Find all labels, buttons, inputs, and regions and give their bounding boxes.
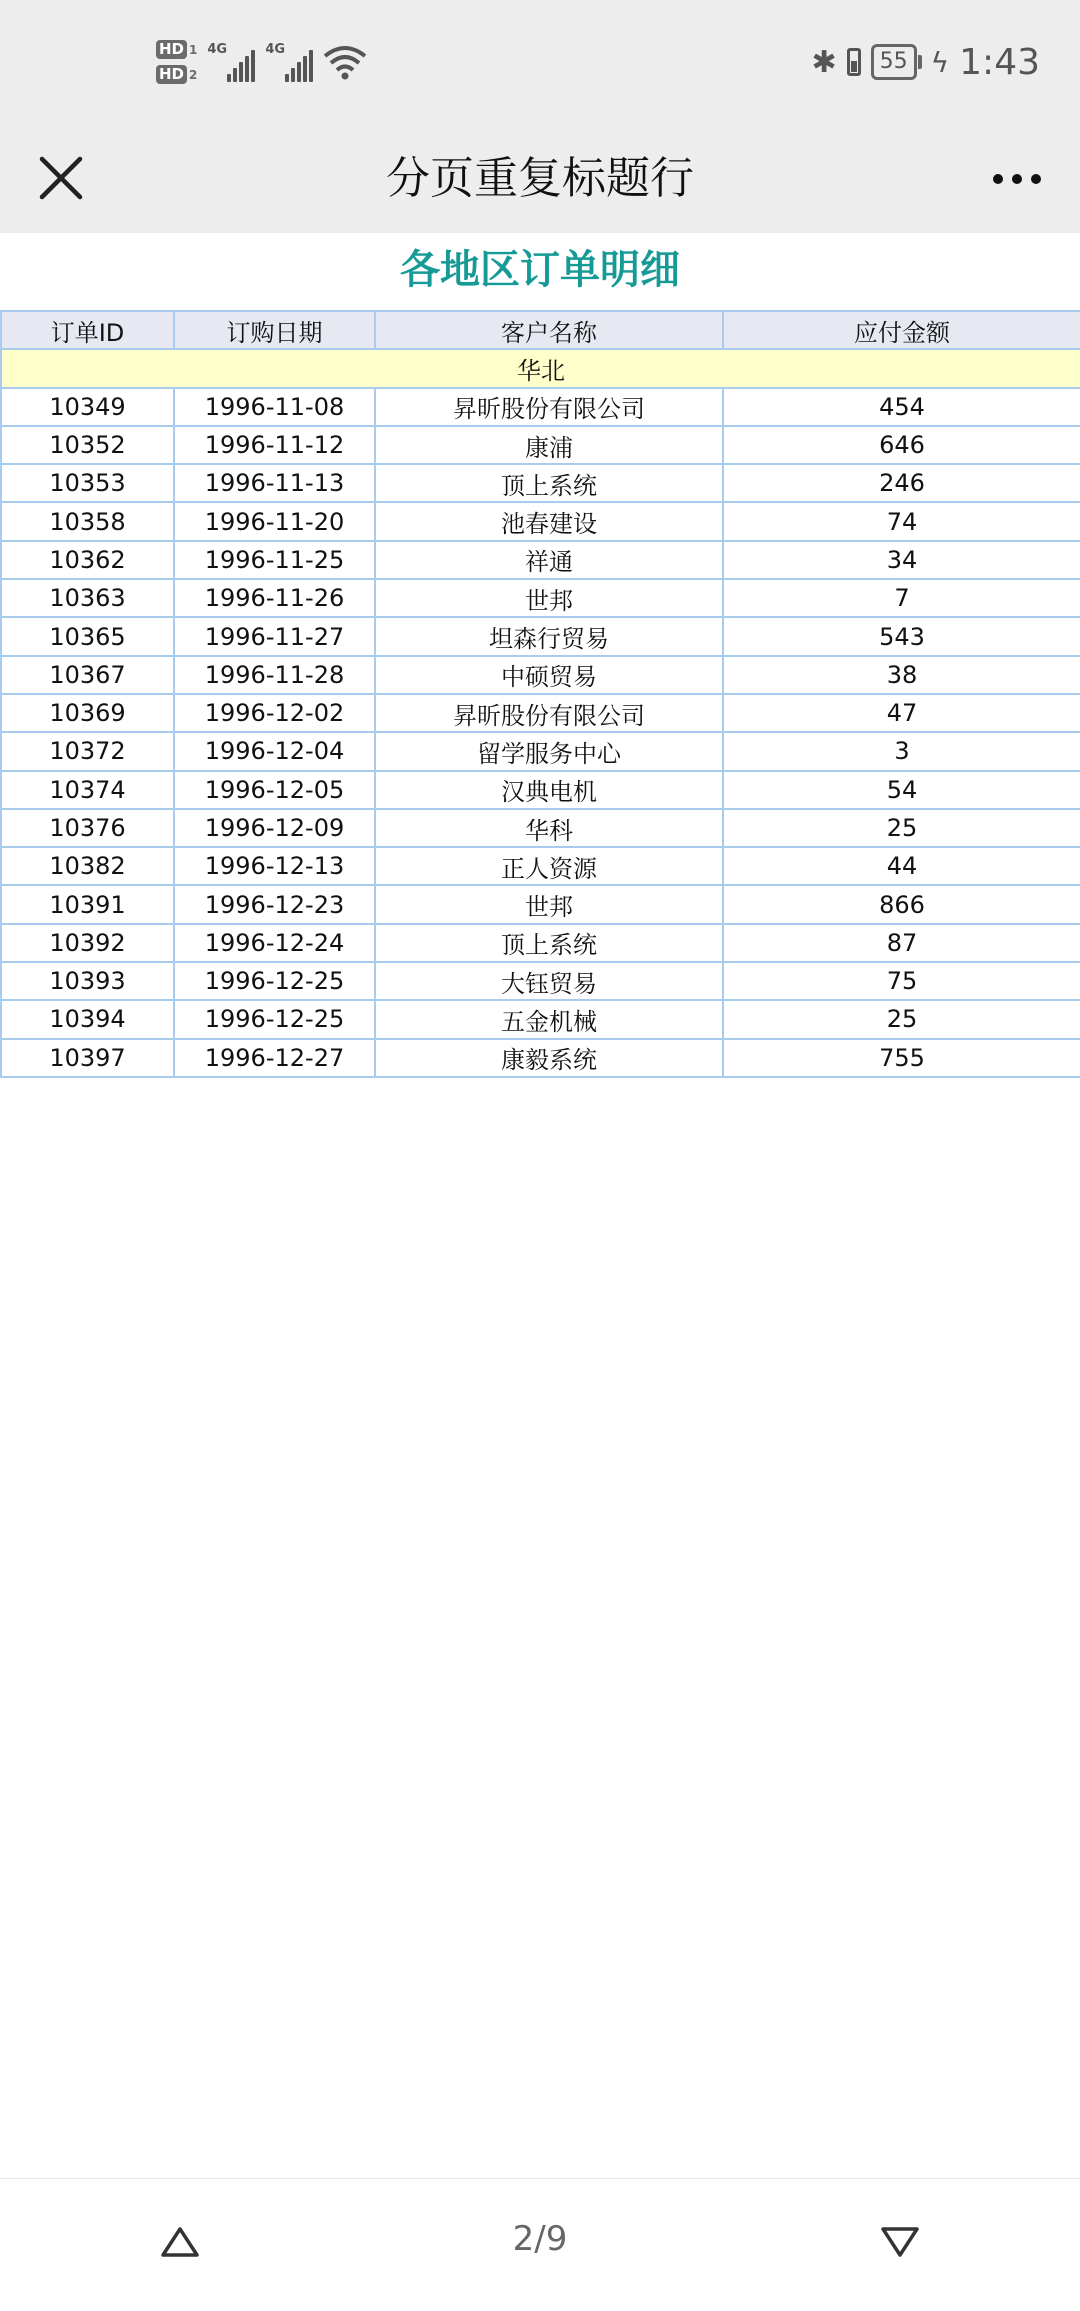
sim-indicators [156, 40, 197, 84]
cell-order-date: 1996-12-05 [174, 771, 375, 809]
cell-customer: 康浦 [375, 426, 723, 464]
cell-customer: 正人资源 [375, 847, 723, 885]
table-row [1, 771, 1080, 809]
status-right [812, 38, 1040, 86]
table-row [1, 388, 1080, 426]
cell-order-date: 1996-12-02 [174, 694, 375, 732]
close-button[interactable] [28, 145, 94, 211]
cell-order-id: 10358 [1, 502, 174, 540]
cell-order-id: 10397 [1, 1039, 174, 1077]
table-row [1, 656, 1080, 694]
more-icon-dot [1012, 174, 1022, 184]
header-row [1, 311, 1080, 349]
cell-customer: 五金机械 [375, 1000, 723, 1038]
accessory-battery-icon [847, 48, 861, 76]
cell-customer: 世邦 [375, 579, 723, 617]
sim1-number: 1 [189, 42, 198, 57]
table-row [1, 885, 1080, 923]
cell-order-id: 10382 [1, 847, 174, 885]
cell-amount: 25 [723, 809, 1080, 847]
cell-order-date: 1996-11-12 [174, 426, 375, 464]
cell-customer: 世邦 [375, 885, 723, 923]
cell-order-id: 10349 [1, 388, 174, 426]
cell-customer: 华科 [375, 809, 723, 847]
cell-amount: 454 [723, 388, 1080, 426]
cell-order-id: 10394 [1, 1000, 174, 1038]
cell-amount: 543 [723, 617, 1080, 655]
table-row [1, 1000, 1080, 1038]
cell-amount: 74 [723, 502, 1080, 540]
column-header-order-id: 订单ID [1, 311, 174, 349]
cell-order-date: 1996-11-25 [174, 541, 375, 579]
cell-order-date: 1996-11-28 [174, 656, 375, 694]
column-header-customer: 客户名称 [375, 311, 723, 349]
table-row [1, 962, 1080, 1000]
column-header-amount: 应付金额 [723, 311, 1080, 349]
cell-order-id: 10367 [1, 656, 174, 694]
cell-amount: 54 [723, 771, 1080, 809]
cell-customer: 留学服务中心 [375, 732, 723, 770]
cell-amount: 866 [723, 885, 1080, 923]
cell-order-date: 1996-11-08 [174, 388, 375, 426]
table-header [1, 311, 1080, 349]
more-icon-dot [993, 174, 1003, 184]
cell-order-id: 10376 [1, 809, 174, 847]
signal-strength-icon-2 [265, 42, 313, 82]
nav-bar [0, 125, 1080, 233]
table-row [1, 579, 1080, 617]
cell-amount: 3 [723, 732, 1080, 770]
wifi-icon [323, 44, 367, 80]
table-row [1, 847, 1080, 885]
sim2-hd-badge: HD [156, 65, 187, 84]
cell-order-date: 1996-12-09 [174, 809, 375, 847]
cell-amount: 25 [723, 1000, 1080, 1038]
page-indicator: 2/9 [512, 2219, 568, 2259]
cell-order-id: 10353 [1, 464, 174, 502]
network-type-2: 4G [265, 42, 286, 57]
cell-customer: 昇昕股份有限公司 [375, 694, 723, 732]
pager [0, 2178, 1080, 2311]
network-type-1: 4G [207, 42, 228, 57]
cell-customer: 祥通 [375, 541, 723, 579]
cell-amount: 38 [723, 656, 1080, 694]
table-row [1, 464, 1080, 502]
table-row [1, 426, 1080, 464]
table-row [1, 732, 1080, 770]
cell-order-date: 1996-12-04 [174, 732, 375, 770]
cell-customer: 汉典电机 [375, 771, 723, 809]
cell-amount: 87 [723, 924, 1080, 962]
table-row [1, 809, 1080, 847]
signal-strength-icon-1 [207, 42, 255, 82]
sim2-indicator [156, 65, 197, 84]
sim2-number: 2 [189, 67, 198, 82]
cell-order-date: 1996-12-24 [174, 924, 375, 962]
table-row [1, 617, 1080, 655]
cell-order-id: 10393 [1, 962, 174, 1000]
region-row [1, 349, 1080, 387]
cell-order-id: 10352 [1, 426, 174, 464]
cell-customer: 池春建设 [375, 502, 723, 540]
cell-amount: 75 [723, 962, 1080, 1000]
cell-amount: 646 [723, 426, 1080, 464]
orders-table [0, 310, 1080, 1078]
table-row [1, 502, 1080, 540]
cell-customer: 顶上系统 [375, 924, 723, 962]
table-row [1, 924, 1080, 962]
sim1-indicator [156, 40, 197, 59]
cell-order-id: 10374 [1, 771, 174, 809]
cell-order-date: 1996-12-27 [174, 1039, 375, 1077]
status-bar [0, 0, 1080, 125]
cell-customer: 坦森行贸易 [375, 617, 723, 655]
cell-amount: 44 [723, 847, 1080, 885]
sim1-hd-badge: HD [156, 40, 187, 59]
cell-amount: 246 [723, 464, 1080, 502]
table-row [1, 694, 1080, 732]
cell-order-date: 1996-12-13 [174, 847, 375, 885]
cell-order-date: 1996-11-20 [174, 502, 375, 540]
bluetooth-icon: ✱ [811, 44, 837, 80]
cell-order-date: 1996-11-13 [174, 464, 375, 502]
cell-order-id: 10363 [1, 579, 174, 617]
cell-customer: 大钰贸易 [375, 962, 723, 1000]
more-icon-dot [1031, 174, 1041, 184]
charging-icon: ϟ [930, 45, 950, 79]
cell-order-date: 1996-12-25 [174, 962, 375, 1000]
cell-amount: 755 [723, 1039, 1080, 1077]
cell-order-id: 10369 [1, 694, 174, 732]
cell-customer: 中硕贸易 [375, 656, 723, 694]
next-page-button[interactable] [875, 2217, 925, 2267]
triangle-down-icon [875, 2217, 925, 2267]
cell-order-id: 10365 [1, 617, 174, 655]
table-row [1, 541, 1080, 579]
cell-order-id: 10391 [1, 885, 174, 923]
cell-order-date: 1996-12-23 [174, 885, 375, 923]
cell-order-id: 10362 [1, 541, 174, 579]
cell-customer: 昇昕股份有限公司 [375, 388, 723, 426]
table-row [1, 1039, 1080, 1077]
cell-order-id: 10372 [1, 732, 174, 770]
cell-amount: 47 [723, 694, 1080, 732]
more-button[interactable] [982, 151, 1052, 207]
table-body [1, 349, 1080, 1077]
battery-level: 55 [871, 44, 917, 80]
clock: 1:43 [959, 41, 1040, 83]
cell-customer: 顶上系统 [375, 464, 723, 502]
status-left [156, 30, 367, 94]
column-header-order-date: 订购日期 [174, 311, 375, 349]
report-title: 各地区订单明细 [400, 247, 680, 293]
cell-order-date: 1996-12-25 [174, 1000, 375, 1038]
close-icon [28, 145, 94, 211]
region-label: 华北 [1, 349, 1080, 387]
cell-customer: 康毅系统 [375, 1039, 723, 1077]
cell-amount: 7 [723, 579, 1080, 617]
page-title: 分页重复标题行 [386, 153, 694, 204]
cell-order-date: 1996-11-27 [174, 617, 375, 655]
cell-amount: 34 [723, 541, 1080, 579]
cell-order-id: 10392 [1, 924, 174, 962]
cell-order-date: 1996-11-26 [174, 579, 375, 617]
